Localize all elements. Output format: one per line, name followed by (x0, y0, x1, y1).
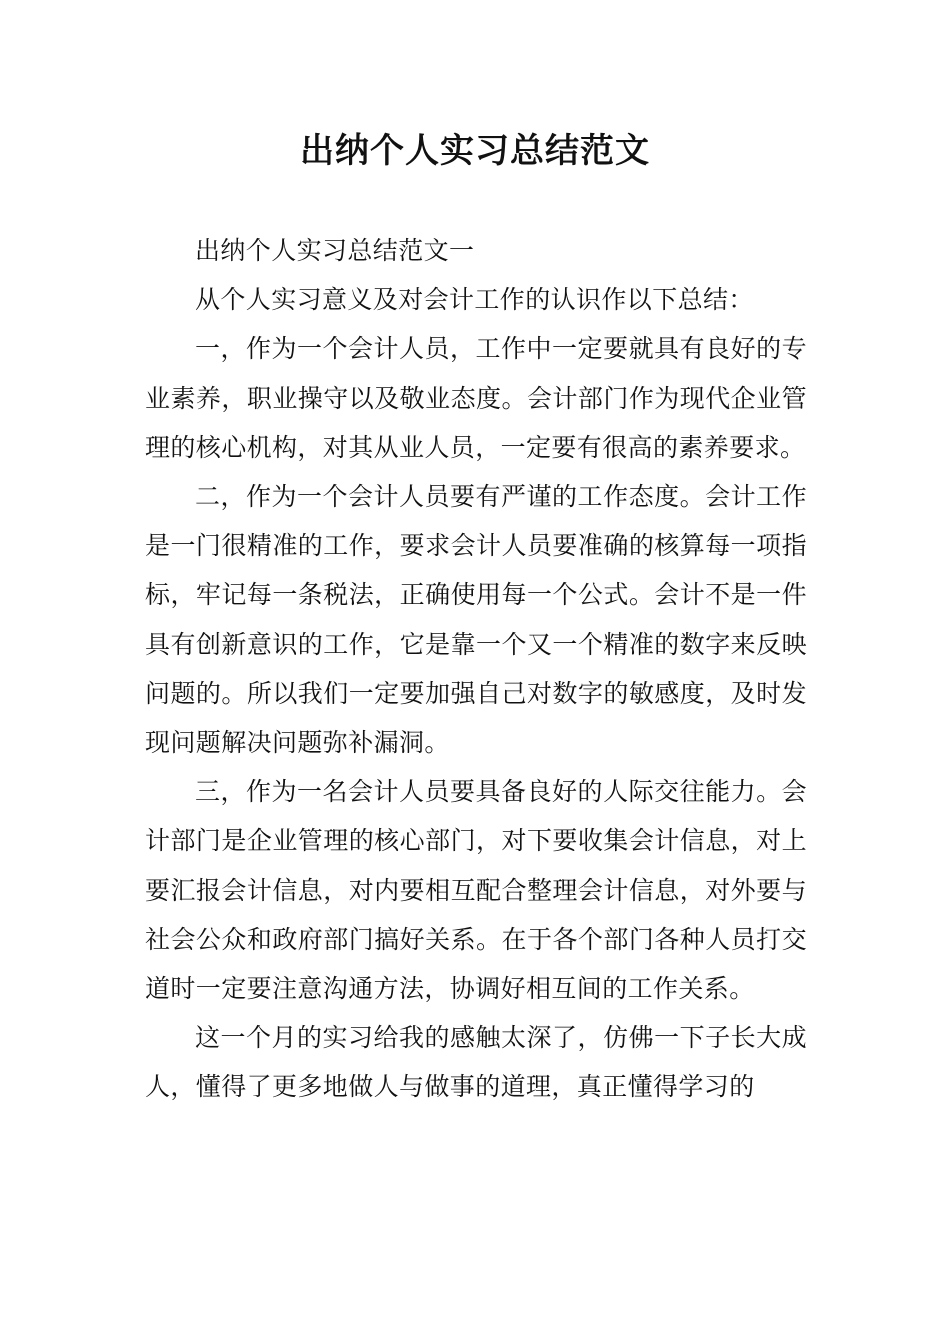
paragraph-point-three: 三，作为一名会计人员要具备良好的人际交往能力。会计部门是企业管理的核心部门，对下要收集会计信息，对上要汇报会计信息，对内要相互配合整理会计信息，对外要与社会公众和政府部门搞好关系。在于各个部门各种人员打交道时一定要注意沟通方法，协调好相互间的工作关系。 (145, 777, 807, 1004)
paragraph-point-one: 一，作为一个会计人员，工作中一定要就具有良好的专业素养，职业操守以及敬业态度。会计部门作为现代企业管理的核心机构，对其从业人员，一定要有很高的素养要求。 (145, 334, 807, 462)
paragraph-intro: 从个人实习意义及对会计工作的认识作以下总结： (195, 285, 754, 315)
paragraph-point-two: 二，作为一个会计人员要有严谨的工作态度。会计工作是一门很精准的工作，要求会计人员要准确的核算每一项指标，牢记每一条税法，正确使用每一个公式。会计不是一件具有创新意识的工作，它是靠一个又一个精准的数字来反映问题的。所以我们一定要加强自己对数字的敏感度，及时发现问题解决问题弥补漏洞。 (145, 482, 807, 758)
paragraph-reflection: 这一个月的实习给我的感触太深了，仿佛一下子长大成人，懂得了更多地做人与做事的道理，真正懂得学习的 (145, 1023, 807, 1102)
document-body (145, 226, 807, 1112)
document-title: 出纳个人实习总结范文 (300, 131, 650, 171)
paragraph-subtitle: 出纳个人实习总结范文一 (195, 236, 475, 265)
